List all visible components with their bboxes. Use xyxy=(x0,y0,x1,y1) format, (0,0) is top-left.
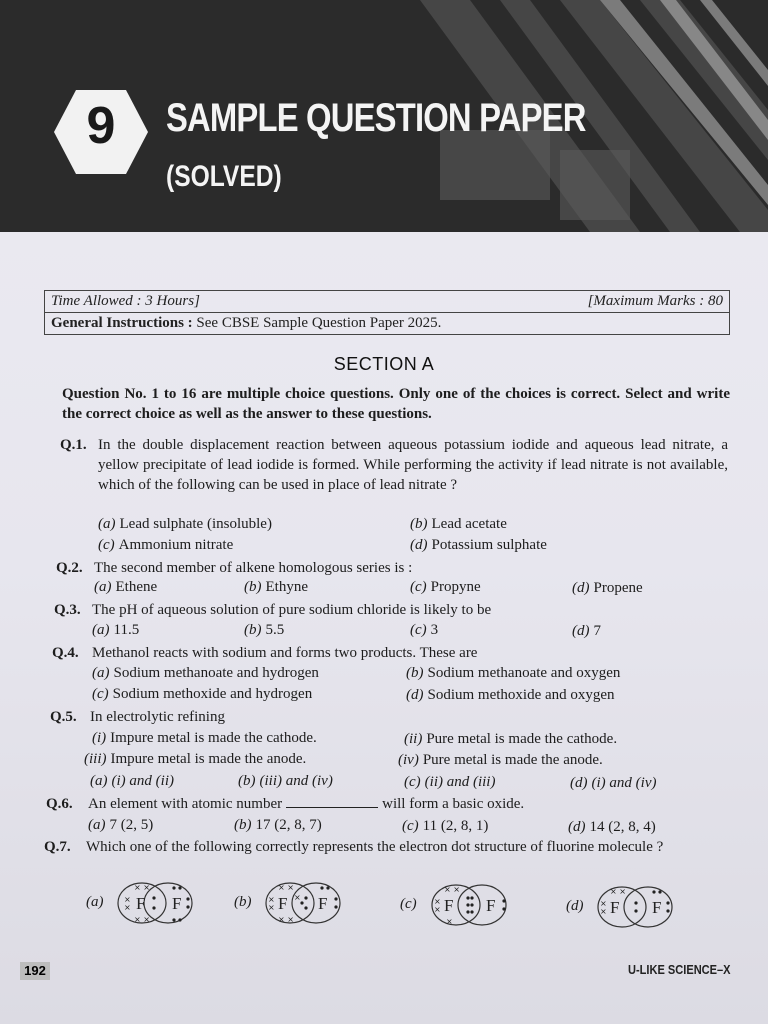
question-1 xyxy=(60,435,728,495)
option-b: (b) Lead acetate xyxy=(410,516,507,532)
option-c: (c) Propyne xyxy=(410,579,481,595)
option-a: (a) 11.5 xyxy=(92,622,140,638)
question-number: Q.1. xyxy=(60,437,87,453)
atom-symbol: F xyxy=(652,898,662,917)
question-text: Methanol reacts with sodium and forms two products. These are xyxy=(92,645,478,661)
option-a: (a) Lead sulphate (insoluble) xyxy=(98,516,272,532)
svg-text:×: × xyxy=(268,903,275,912)
svg-text:× ×: × × xyxy=(610,887,626,896)
option-b: (b) Sodium methanoate and oxygen xyxy=(406,665,621,681)
option-b: (b) 17 (2, 8, 7) xyxy=(234,817,322,833)
time-marks-row xyxy=(45,291,729,312)
svg-text:×: × xyxy=(600,907,607,916)
question-6 xyxy=(46,794,716,814)
option-c-electron-dot-diagram xyxy=(428,882,510,928)
question-number: Q.6. xyxy=(46,796,73,812)
option-b-electron-dot-diagram xyxy=(262,880,344,926)
atom-symbol: F xyxy=(136,894,146,913)
option-a-electron-dot-diagram xyxy=(114,880,196,926)
option-c: (c) 11 (2, 8, 1) xyxy=(402,818,489,834)
option-d: (d) Propene xyxy=(572,580,643,596)
option-d-label: (d) xyxy=(566,898,584,914)
question-2 xyxy=(56,558,726,578)
chapter-banner xyxy=(0,0,768,232)
exam-info-box xyxy=(44,290,730,335)
question-text: In the double displacement reaction between aqueous potassium iodide and aqueous lead nitrate, a yellow precipitate of lead iodide is formed. While performing the activity if lead nitrate is not available, which of the following can be used in place of lead nitrate ? xyxy=(98,437,728,493)
option-a: (a) Sodium methanoate and hydrogen xyxy=(92,665,319,681)
option-d-electron-dot-diagram xyxy=(594,884,676,930)
section-title: SECTION A xyxy=(333,354,435,374)
svg-text:×: × xyxy=(600,899,607,908)
atom-symbol: F xyxy=(278,894,288,913)
page-number: 192 xyxy=(20,962,50,980)
statement-ii: (ii) Pure metal is made the cathode. xyxy=(404,731,618,747)
question-4 xyxy=(52,643,722,663)
question-7 xyxy=(44,837,728,857)
question-text: The pH of aqueous solution of pure sodium chloride is likely to be xyxy=(92,602,492,618)
instructions-row xyxy=(45,312,729,334)
atom-symbol: F xyxy=(172,894,182,913)
option-a: (a) (i) and (ii) xyxy=(90,773,174,789)
option-c: (c) Sodium methoxide and hydrogen xyxy=(92,686,313,702)
page-title: SAMPLE QUESTION PAPER xyxy=(166,96,586,140)
book-brand: U-LIKE SCIENCE–X xyxy=(628,962,731,977)
option-a-label: (a) xyxy=(86,894,104,910)
atom-symbol: F xyxy=(444,896,454,915)
atom-symbol: F xyxy=(486,896,496,915)
svg-text:× ×: × × xyxy=(278,915,294,924)
svg-text:×: × xyxy=(124,895,131,904)
question-number: Q.2. xyxy=(56,560,83,576)
option-d: (d) 7 xyxy=(572,623,601,639)
svg-text:×: × xyxy=(294,893,301,902)
maximum-marks: [Maximum Marks : 80 xyxy=(587,293,723,309)
question-text: In electrolytic refining xyxy=(90,709,225,725)
option-b-label: (b) xyxy=(234,894,252,910)
chapter-number: 9 xyxy=(86,97,116,155)
svg-text:× ×: × × xyxy=(278,883,294,892)
svg-text:×: × xyxy=(268,895,275,904)
page-subtitle: (SOLVED) xyxy=(166,160,282,193)
option-d: (d) Potassium sulphate xyxy=(410,537,547,553)
option-d: (d) Sodium methoxide and oxygen xyxy=(406,687,615,703)
instructions-label: General Instructions : xyxy=(51,315,193,331)
option-b: (b) Ethyne xyxy=(244,579,308,595)
option-c: (c) (ii) and (iii) xyxy=(404,774,496,790)
question-5 xyxy=(50,707,720,727)
section-intro: Question No. 1 to 16 are multiple choice questions. Only one of the choices is correct. Select and write the correct choice as well as the answer to these questions. xyxy=(62,386,730,422)
svg-text:×: × xyxy=(434,905,441,914)
svg-text:×: × xyxy=(124,903,131,912)
statement-iii: (iii) Impure metal is made the anode. xyxy=(84,751,307,767)
question-number: Q.7. xyxy=(44,839,71,855)
option-d: (d) (i) and (iv) xyxy=(570,775,657,791)
atom-symbol: F xyxy=(610,898,620,917)
question-number: Q.5. xyxy=(50,709,77,725)
question-number: Q.3. xyxy=(54,602,81,618)
svg-text:× ×: × × xyxy=(134,883,150,892)
question-text: The second member of alkene homologous series is : xyxy=(94,560,413,576)
option-a: (a) Ethene xyxy=(94,579,158,595)
question-3 xyxy=(54,600,724,620)
svg-text:×: × xyxy=(434,897,441,906)
svg-text:× ×: × × xyxy=(134,915,150,924)
instructions-text: See CBSE Sample Question Paper 2025. xyxy=(192,315,442,331)
svg-text:×: × xyxy=(446,917,453,926)
option-b: (b) (iii) and (iv) xyxy=(238,773,333,789)
time-allowed: Time Allowed : 3 Hours] xyxy=(51,293,200,309)
question-text: Which one of the following correctly represents the electron dot structure of fluorine molecule ? xyxy=(86,839,664,855)
statement-i: (i) Impure metal is made the cathode. xyxy=(92,730,317,746)
option-a: (a) 7 (2, 5) xyxy=(88,817,154,833)
option-c-label: (c) xyxy=(400,896,417,912)
statement-iv: (iv) Pure metal is made the anode. xyxy=(398,752,603,768)
option-c: (c) Ammonium nitrate xyxy=(98,537,234,553)
answer-blank xyxy=(286,807,378,808)
question-text: An element with atomic number will form a basic oxide. xyxy=(88,796,525,812)
svg-text:× ×: × × xyxy=(444,885,460,894)
atom-symbol: F xyxy=(318,894,328,913)
option-d: (d) 14 (2, 8, 4) xyxy=(568,819,656,835)
question-number: Q.4. xyxy=(52,645,79,661)
option-b: (b) 5.5 xyxy=(244,622,285,638)
option-c: (c) 3 xyxy=(410,622,439,638)
